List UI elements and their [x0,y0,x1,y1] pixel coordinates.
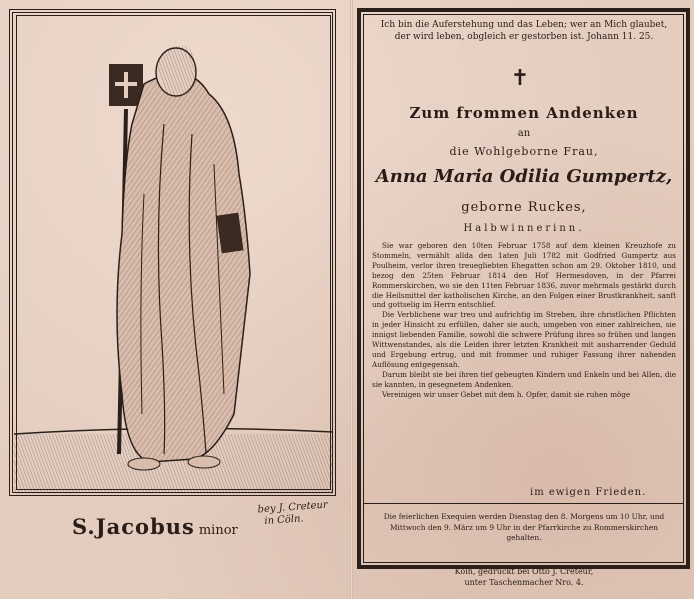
caption-name: S.Jacobus [72,514,195,539]
cross-icon: ✝ [510,66,530,91]
bible-verse: Ich bin die Auferstehung und das Leben; wer an Mich glaubet, der wird leben, obgleich er gestorben ist. Johann 11. 25. [380,20,668,42]
page-fold [350,0,353,599]
biography-paragraph-2: Die Verblichene war treu und aufrichtig im Streben, ihre christlichen Pflichten in jeder Hinsicht zu erfüllen, daher sie auch, umgeben von einer zahlreichen, sie innigst liebenden Familie, sowohl die schwere Prüfung ihres so frühen und langen Wittwenstandes, als die Leiden ihrer letzten Krankheit mit ausharrender Geduld und Ergebung ertrug, und mit frommer und ruhiger Fassung ihrer nahenden Auflösung entgegensah. [372,310,676,369]
biography-text [372,241,676,400]
printer-imprint [372,567,676,588]
maiden-name: geborne Ruckes, [461,200,587,215]
biography-paragraph-4: Vereinigen wir unser Gebet mit dem h. Opfer, damit sie ruhen möge [382,389,631,399]
service-notice: Die feierlichen Exequien werden Dienstag den 8. Morgens um 10 Uhr, und Mittwoch den 9. März um 9 Uhr in der Pfarrkirche zu Rommerskirchen gehalten. [383,512,665,542]
caption-minor: minor [198,523,238,538]
printer-line-2: unter Taschenmacher Nro. 4. [464,577,584,587]
closing-line: im ewigen Frieden. [530,487,647,498]
memorial-heading: Zum frommen Andenken [409,104,639,122]
engraver-line-2: in Cöln. [264,513,305,528]
printer-line-1: Köln, gedruckt bei Otto J. Creteur, [454,567,594,576]
saint-caption [72,514,238,539]
saint-figure-illustration [14,14,333,494]
biography-paragraph-1: Sie war geboren den 10ten Februar 1758 auf dem kleinen Kreuzhofe zu Stommeln, vermählt allda den 1aten Juli 1782 mit Godfried Gumpertz aus Poulheim, verlor ihren treuegliebten Ehegatten schon am 29. Oktober 1810, und bezog den 25ten Februar 1814 den Hof Hermesdoven, in der Pfarrei Rommerskirchen, wo sie den 11ten Februar 1836, zuvor mehrmals gestärkt durch die Heilsmittel der katholischen Kirche, an den Folgen einer Brustkrankheit, sanft und gottselig im Herrn entschlief. [372,241,676,310]
engraver-line-1: bey J. Creteur [257,499,329,516]
deceased-name: Anna Maria Odilia Gumpertz, [375,166,673,187]
service-divider [363,503,684,504]
heading-wohlgeborne: die Wohlgeborne Frau, [449,145,599,158]
engraver-credit [257,500,329,529]
occupation: Halbwinnerinn. [463,223,585,234]
heading-an: an [517,128,531,139]
biography-paragraph-3: Darum bleibt sie bei ihren tief gebeugten Kindern und Enkeln und bei Allen, die sie kannten, in gesegnetem Andenken. [372,369,676,389]
